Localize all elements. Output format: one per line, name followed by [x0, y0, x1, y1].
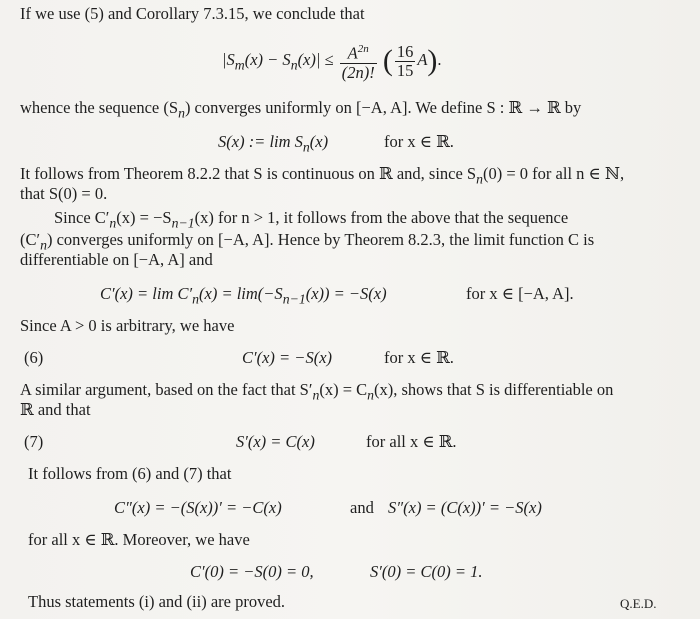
eq1-fraction-1: $\frac{A^{2n}}{(2n)!}$	[340, 40, 377, 82]
eq1-fraction-2: $\frac{16}{15}$	[396, 41, 414, 80]
equation-c-double-prime: C″(x) = −(S(x))′ = −C(x)	[114, 498, 282, 517]
text-line-converges: $(C'_n)$ converges uniformly on [−A, A]. Hence by Theorem 8.2.3, the limit function C is	[20, 230, 595, 253]
text-line-s0: that S(0) = 0.	[20, 184, 108, 203]
equation-7-condition: for all x ∈ ℝ.	[366, 432, 457, 451]
eq1-sub-m: m	[234, 57, 245, 73]
equation-c-prime-condition: for x ∈ [−A, A].	[466, 284, 574, 303]
text-line-follows: It follows from (6) and (7) that	[28, 464, 232, 483]
equation-6-label: (6)	[24, 348, 44, 367]
equation-define-s-condition: for x ∈ ℝ.	[384, 132, 454, 151]
text-line-a-arbitrary: Since A > 0 is arbitrary, we have	[20, 316, 235, 335]
text-line-intro	[20, 4, 365, 24]
equation-s-double-prime: S″(x) = (C(x))′ = −S(x)	[388, 498, 542, 517]
equation-c-prime: $C'(x) = \lim C'_n(x) = \lim(-S_{n-1}(x)) = -S(x)$	[100, 284, 387, 307]
text-line-since-cn: Since $C'_n(x) = -S_{n-1}(x)$ for n > 1, it follows from the above that the sequence	[54, 208, 569, 231]
equation-6: C′(x) = −S(x)	[242, 348, 333, 367]
equation-7: S′(x) = C(x)	[236, 432, 315, 451]
intro-text: If we use (5) and Corollary 7.3.15, we conclude that	[20, 4, 365, 23]
equation-and: and	[350, 498, 374, 517]
equation-bound: $|S_m(x) - S_n(x)|$ ≤ $\frac{A^{2n}}{(2n)!}$ ( $\frac{16}{15}$ A).	[222, 41, 442, 82]
text-line-r-and: ℝ and that	[20, 400, 91, 419]
text-line-differentiable: differentiable on [−A, A] and	[20, 250, 213, 269]
text-line-conclusion: Thus statements (i) and (ii) are proved.	[28, 592, 286, 611]
text-line-continuous: It follows from Theorem 8.2.2 that S is continuous on ℝ and, since $S_n(0) = 0$ for all n ∈ ℕ,	[20, 164, 625, 187]
text-line-moreover: for all x ∈ ℝ. Moreover, we have	[28, 530, 250, 549]
text-line-similar: A similar argument, based on the fact that $S'_n(x) = C_n(x)$, shows that S is differentiable on	[20, 380, 614, 403]
equation-c-prime-zero: C′(0) = −S(0) = 0,	[190, 562, 314, 581]
text-line-whence: whence the sequence $(S_n)$ converges uniformly on [−A, A]. We define S : ℝ → ℝ by	[20, 98, 582, 121]
eq1-sub-n: n	[290, 57, 298, 73]
eq1-lhs-end: (x)| ≤	[297, 50, 334, 69]
eq1-lhs: |S	[222, 50, 235, 69]
qed-mark: Q.E.D.	[620, 596, 657, 611]
equation-define-s: S(x) := $\lim S_n(x)$	[218, 132, 329, 155]
equation-s-prime-zero: S′(0) = C(0) = 1.	[370, 562, 483, 581]
eq1-lhs-mid: (x) − S	[244, 50, 291, 69]
equation-7-label: (7)	[24, 432, 44, 451]
equation-6-condition: for x ∈ ℝ.	[384, 348, 454, 367]
